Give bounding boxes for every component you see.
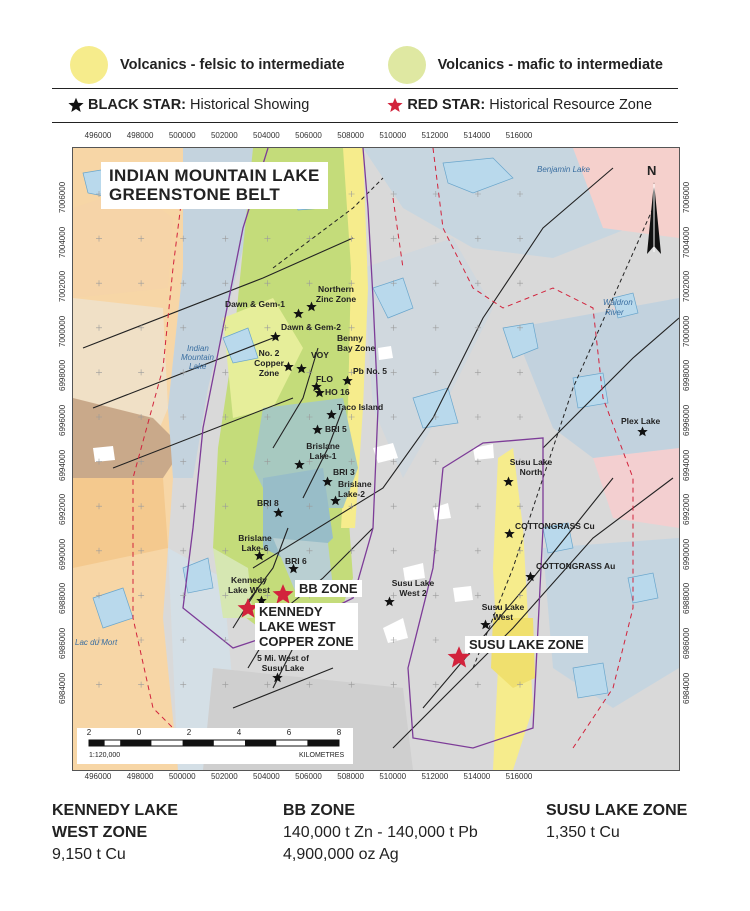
red-star-legend [407,97,652,113]
place-benjamin-lake: Benjamin Lake [537,165,590,174]
legend-volcanics-row [52,45,678,85]
label-brislane-6 [238,533,272,553]
label-northern-zinc [316,284,356,304]
showing-star-icon [312,424,323,435]
x-tick-label: 504000 [253,131,280,140]
summary-kennedy-title-1: KENNEDY LAKE [52,802,178,819]
x-tick-label: 498000 [126,131,154,140]
label-brislane-2 [338,479,372,499]
x-tick-label: 512000 [421,131,449,140]
x-tick-label: 500000 [168,772,196,781]
legend-divider-bottom [52,122,678,123]
summary-susu-title: SUSU LAKE ZONE [546,802,688,819]
red-star-desc: Historical Resource Zone [489,97,653,113]
place-waldron-2: River [605,308,624,317]
y-tick-label: 6998000 [682,360,691,392]
label-benny-1: Benny [337,333,363,343]
mafic-label: Volcanics - mafic to intermediate [437,57,663,73]
y-tick-label: 7006000 [58,181,67,213]
x-tick-label: 510000 [379,772,407,781]
zone-kennedy-3: COPPER ZONE [259,634,354,649]
x-tick-label: 514000 [463,131,491,140]
y-tick-label: 7004000 [682,226,691,258]
north-arrow-icon [641,164,667,264]
mafic-swatch [388,46,426,84]
legend-stars-row [52,94,678,116]
label-susu-lake-west-2 [392,578,435,598]
label-bri6: BRI 6 [285,556,307,566]
place-indian-3: Lake [189,362,207,371]
y-tick-label: 6984000 [58,672,67,704]
y-tick-label: 6986000 [682,627,691,659]
x-tick-label: 502000 [210,131,238,140]
showing-star-icon [273,507,284,518]
y-tick-label: 7004000 [58,226,67,258]
y-tick-label: 7000000 [58,315,67,347]
zone-label-bb: BB ZONE [295,580,362,597]
label-brislane2-2: Lake-2 [338,489,365,499]
label-susu-north-1: Susu Lake [509,457,553,467]
black-star-icon [68,97,84,113]
label-northern-zinc-2: Zinc Zone [315,294,357,304]
label-susu-lake-west [482,602,525,622]
summary-kennedy-value: 9,150 t Cu [52,846,126,863]
label-5mi-2: Susu Lake [261,663,305,673]
scale-number: 0 [136,728,142,737]
label-dawn-gem-1: Dawn & Gem-1 [225,299,285,309]
x-tick-label: 512000 [421,772,449,781]
label-bri3: BRI 3 [333,467,355,477]
scale-graphic [77,738,353,752]
place-indian-2: Mountain [181,353,214,362]
y-tick-label: 6992000 [58,494,67,526]
felsic-label: Volcanics - felsic to intermediate [120,57,345,73]
label-flo: FLO [316,374,333,384]
showing-star-icon [296,363,307,374]
label-susu-west-2: West [492,612,514,622]
label-susu-lake-north [510,457,553,477]
y-tick-label: 6990000 [682,538,691,570]
zone-kennedy-1: KENNEDY [259,604,323,619]
label-bri8: BRI 8 [257,498,279,508]
scale-unit: KILOMETRES [299,752,345,759]
scale-number: 2 [186,728,192,737]
x-tick-label: 508000 [337,772,364,781]
y-tick-label: 6988000 [58,583,67,615]
label-5mi-1: 5 Mi. West of [257,653,309,663]
y-tick-label: 6994000 [682,449,691,481]
x-tick-label: 502000 [210,772,238,781]
y-tick-label: 7000000 [682,315,691,347]
label-susu-west-1: Susu Lake [481,602,525,612]
scale-number: 6 [286,728,292,737]
y-tick-label: 6988000 [682,583,691,615]
showing-star-icon [637,426,648,437]
y-tick-label: 7002000 [682,271,691,303]
map-title-line1: INDIAN MOUNTAIN LAKE [109,166,320,185]
showing-star-icon [322,476,333,487]
x-tick-label: 500000 [168,131,196,140]
place-lac-du-mort: Lac du Mort [75,638,118,647]
summary-susu-value: 1,350 t Cu [546,824,620,841]
showing-star-icon [293,308,304,319]
map-title [101,162,328,209]
north-label: N [647,163,657,178]
label-cottongrass-au: COTTONGRASS Au [536,561,616,571]
label-susu-west2-2: West 2 [399,588,427,598]
label-brislane1-2: Lake-1 [309,451,337,461]
x-tick-label: 506000 [295,131,322,140]
label-northern-zinc-1: Northern [318,284,354,294]
label-kennedy-lake-west [228,575,270,595]
summary-susu [546,800,687,844]
x-tick-label: 516000 [505,131,533,140]
black-star-desc: Historical Showing [190,97,310,113]
summary-bb-value-1: 140,000 t Zn - 140,000 t Pb [283,824,478,841]
showing-star-icon [342,375,353,386]
showing-star-icon [272,672,283,683]
label-brislane6-1: Brislane [238,533,272,543]
label-no2-3: Zone [258,368,280,378]
label-benny-bay [337,333,375,353]
red-star-key: RED STAR: [407,97,486,113]
x-tick-label: 506000 [295,772,322,781]
showing-star-icon [294,459,305,470]
y-tick-label: 7006000 [682,181,691,213]
scale-ratio: 1:120,000 [89,752,121,759]
y-tick-label: 6984000 [682,672,691,704]
zone-kennedy-2: LAKE WEST [259,619,336,634]
showing-star-icon [314,387,325,398]
x-tick-label: 516000 [505,772,533,781]
felsic-swatch [70,46,108,84]
label-susu-west2-1: Susu Lake [391,578,435,588]
label-5-mi-west [257,653,309,673]
y-tick-label: 7002000 [58,271,67,303]
label-bri5: BRI 5 [325,424,347,434]
label-plex-lake: Plex Lake [621,416,661,426]
map-title-line2: GREENSTONE BELT [109,185,281,204]
showing-star-icon [525,571,536,582]
label-dawn-gem-2: Dawn & Gem-2 [281,322,341,332]
summary-bb-value-2: 4,900,000 oz Ag [283,846,399,863]
label-klw-2: Lake West [228,585,270,595]
black-star-key: BLACK STAR: [88,97,186,113]
label-brislane1-1: Brislane [306,441,340,451]
label-benny-2: Bay Zone [337,343,376,353]
y-tick-label: 6986000 [58,627,67,659]
label-no2-copper [254,348,284,378]
red-star-icon [387,97,403,113]
label-brislane-1 [306,441,340,461]
legend-divider-top [52,88,678,89]
scale-number: 4 [236,728,242,737]
place-waldron-1: Waldron [603,298,633,307]
map-geology-layer [73,148,679,770]
summary-kennedy [52,800,178,866]
summary-kennedy-title-2: WEST ZONE [52,824,148,841]
label-cottongrass-cu: COTTONGRASS Cu [515,521,595,531]
label-brislane6-2: Lake-6 [241,543,269,553]
scale-bar [77,728,353,764]
y-tick-label: 6996000 [682,404,691,436]
resource-zone-star-icon [272,583,294,605]
y-tick-label: 6990000 [58,538,67,570]
place-indian-1: Indian [187,344,209,353]
scale-number: 2 [86,728,92,737]
showing-star-icon [283,361,294,372]
label-taco-island: Taco Island [337,402,384,412]
label-ho16: HO 16 [325,387,350,397]
label-brislane2-1: Brislane [338,479,372,489]
scale-number: 8 [336,728,342,737]
x-tick-label: 496000 [84,772,112,781]
label-klw-1: Kennedy [231,575,267,585]
x-tick-label: 514000 [463,772,491,781]
y-tick-label: 6994000 [58,449,67,481]
x-tick-label: 510000 [379,131,407,140]
showing-star-icon [326,409,337,420]
summary-bb-title: BB ZONE [283,802,355,819]
y-tick-label: 6996000 [58,404,67,436]
x-tick-label: 504000 [253,772,280,781]
label-no2-2: Copper [254,358,284,368]
showing-star-icon [504,528,515,539]
label-no2-1: No. 2 [258,348,280,358]
black-star-legend [88,97,309,113]
geology-map [72,147,680,771]
x-tick-label: 498000 [126,772,154,781]
y-tick-label: 6992000 [682,494,691,526]
showing-star-icon [503,476,514,487]
zone-label-susu: SUSU LAKE ZONE [465,636,588,653]
y-tick-label: 6998000 [58,360,67,392]
x-tick-label: 496000 [84,131,112,140]
x-tick-label: 508000 [337,131,364,140]
label-pb-no5: Pb No. 5 [353,366,388,376]
label-susu-north-2: North [519,467,543,477]
zone-label-kennedy [255,603,358,650]
summary-bb [283,800,478,866]
showing-star-icon [270,331,281,342]
label-voy: VOY [311,350,329,360]
